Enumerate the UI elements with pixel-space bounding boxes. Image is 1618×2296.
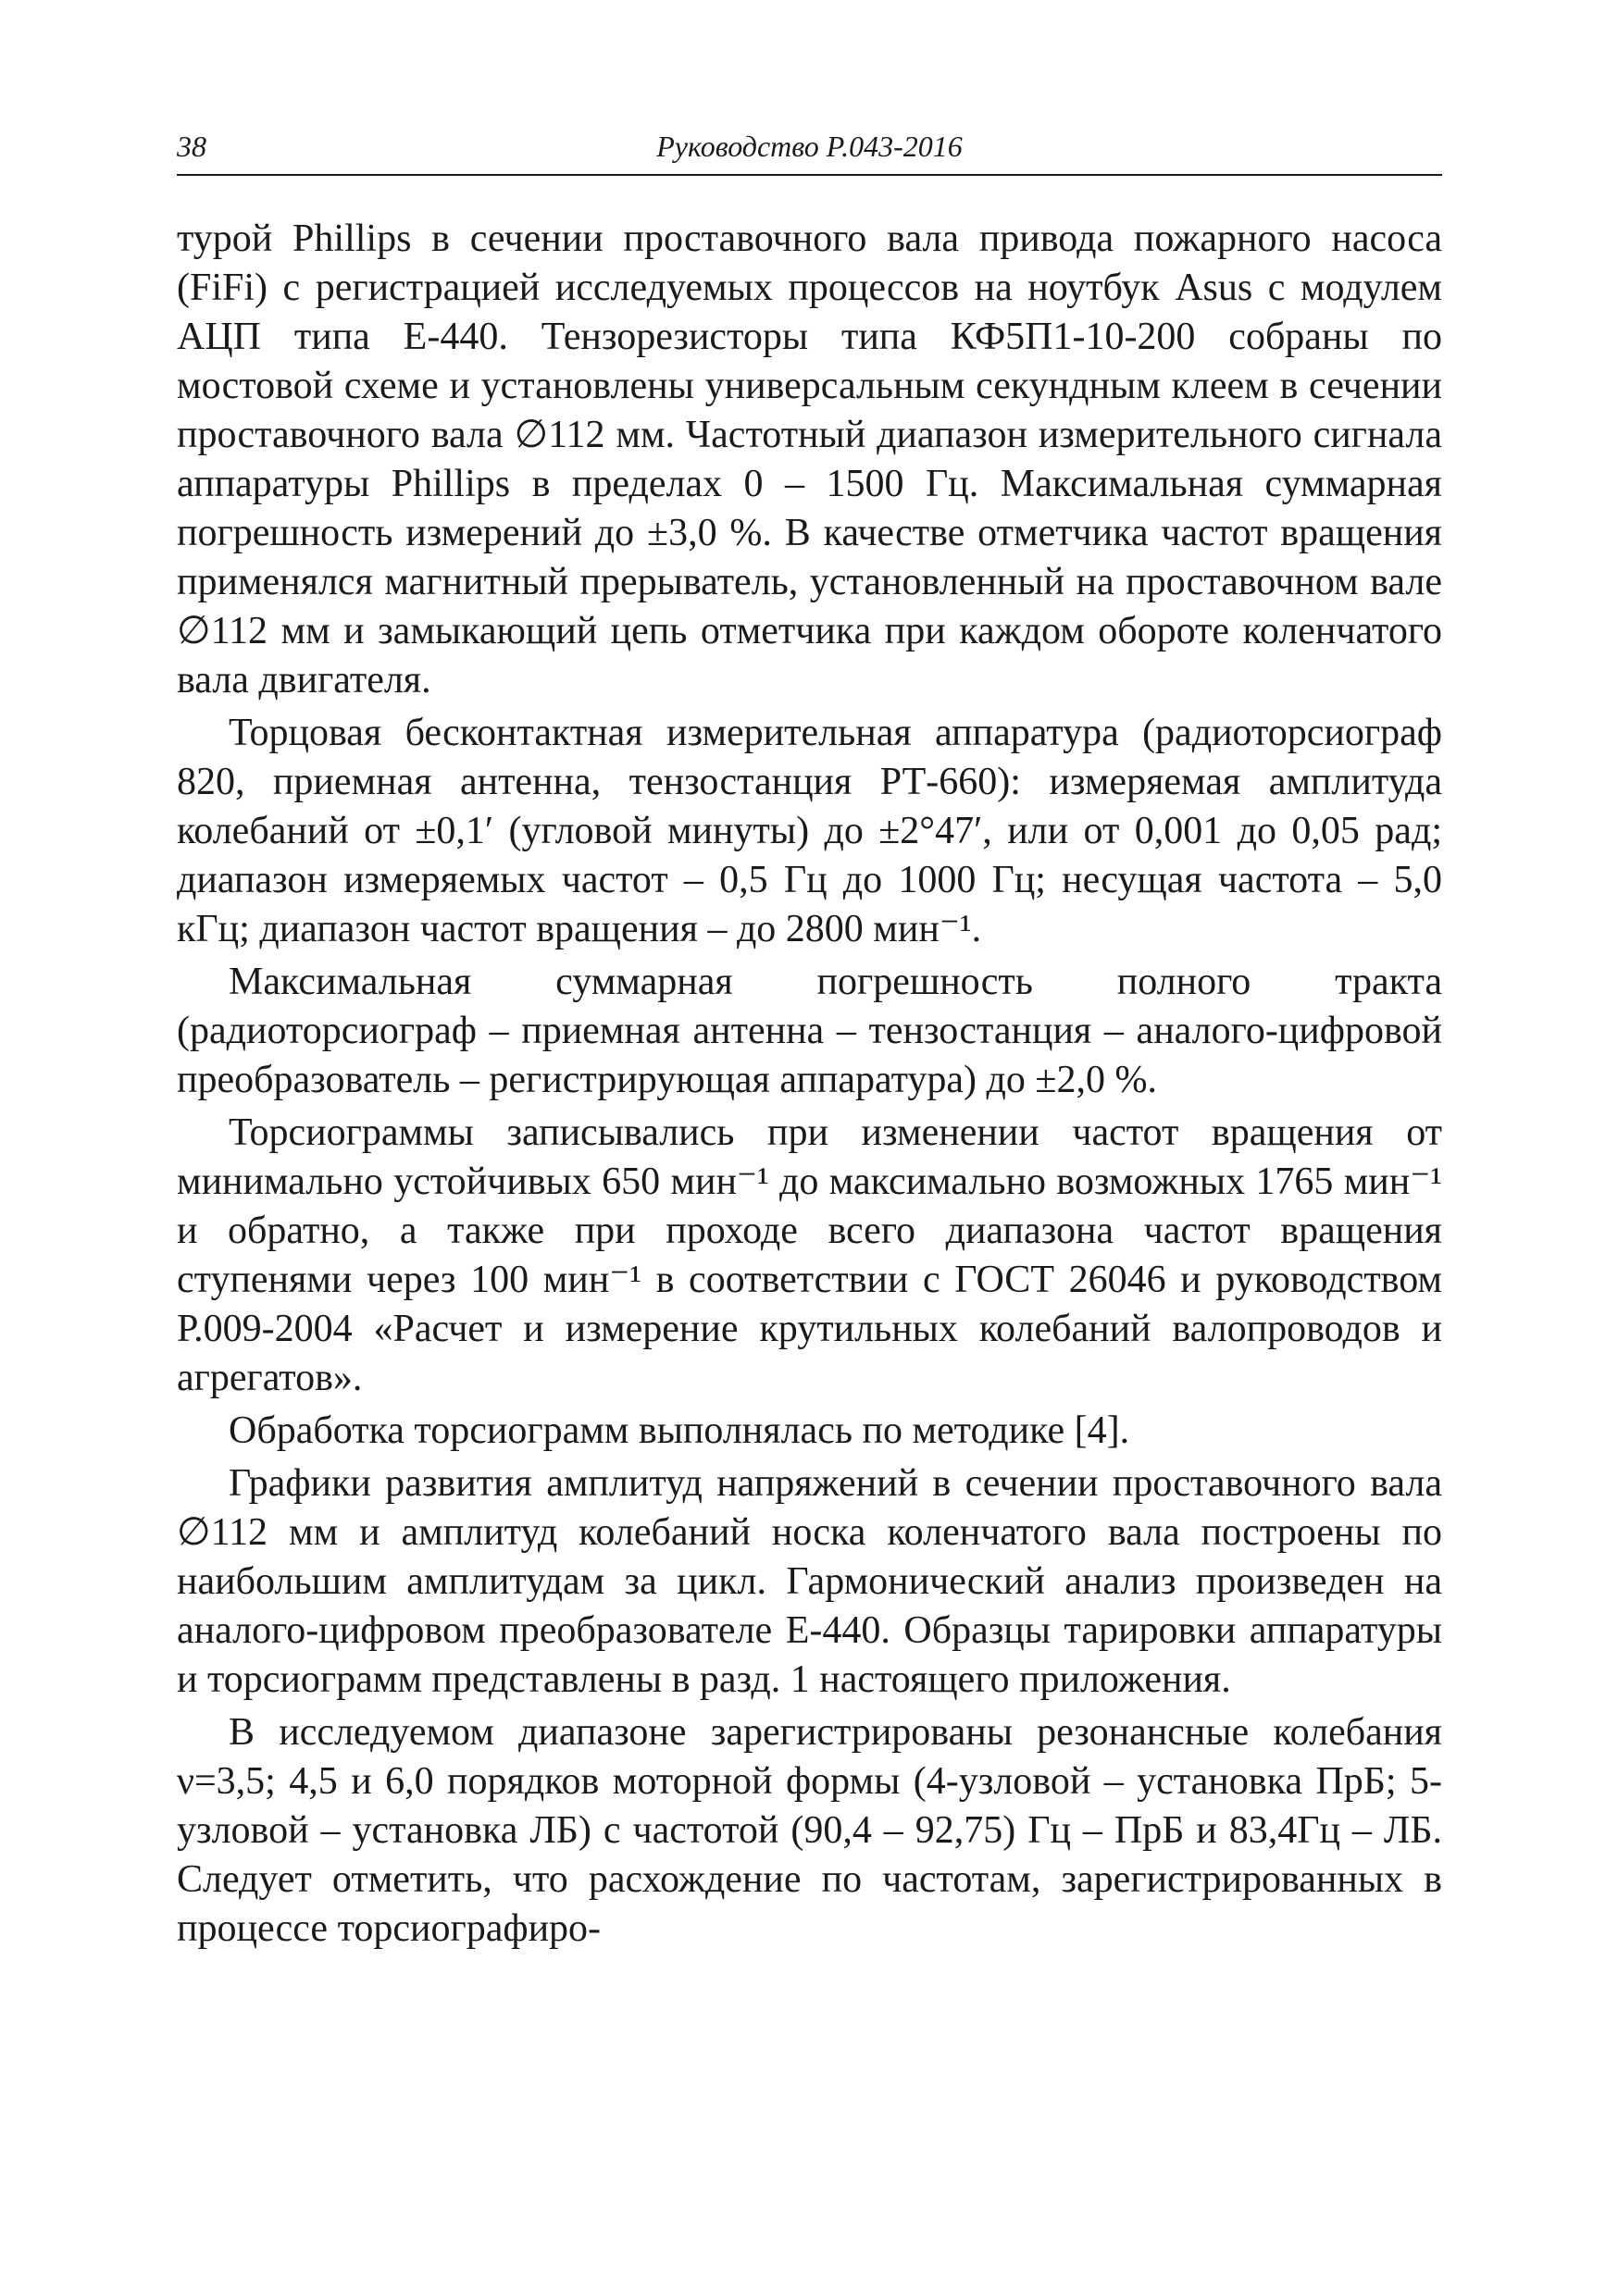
page-number: 38	[177, 130, 206, 163]
paragraph: Графики развития амплитуд напряжений в сечении проставочного вала ∅112 мм и амплитуд колебаний носка коленчатого вала построены по наибольшим амплитудам за цикл. Гармонический анализ произведен на аналого-цифровом преобразователе Е-440. Образцы тарировки аппаратуры и торсиограмм представлены в разд. 1 настоящего приложения.	[177, 1462, 1442, 1701]
paragraph: Максимальная суммарная погрешность полного тракта (радиоторсиограф – приемная антенна – тензостанция – аналого-цифровой преобразователь – регистрирующая аппаратура) до ±2,0 %.	[177, 961, 1442, 1101]
paragraph: Торцовая бесконтактная измерительная аппаратура (радиоторсиограф 820, приемная антенна, тензостанция РТ-660): измеряемая амплитуда колебаний от ±0,1ʹ (угловой минуты) до ±2°47ʹ, или от 0,001 до 0,05 рад; диапазон измеряемых частот – 0,5 Гц до 1000 Гц; несущая частота – 5,0 кГц; диапазон частот вращения – до 2800 мин⁻¹.	[177, 712, 1442, 950]
paragraph: Обработка торсиограмм выполнялась по методике [4].	[229, 1409, 1130, 1452]
paragraph: турой Phillips в сечении проставочного вала привода пожарного насоса (FiFi) с регистрацией исследуемых процессов на ноутбук Asus с модулем АЦП типа Е-440. Тензорезисторы типа КФ5П1-10-200 собраны по мостовой схеме и установлены универсальным секундным клеем в сечении проставочного вала ∅112 мм. Частотный диапазон измерительного сигнала аппаратуры Phillips в пределах 0 – 1500 Гц. Максимальная суммарная погрешность измерений до ±3,0 %. В качестве отметчика частот вращения применялся магнитный прерыватель, установленный на проставочном вале ∅112 мм и замыкающий цепь отметчика при каждом обороте коленчатого вала двигателя.	[177, 217, 1442, 701]
running-header	[177, 128, 1442, 176]
header-title: Руководство Р.043-2016	[656, 130, 963, 163]
paragraph: В исследуемом диапазоне зарегистрированы резонансные колебания ν=3,5; 4,5 и 6,0 порядков моторной формы (4-узловой – установка ПрБ; 5-узловой – установка ЛБ) с частотой (90,4 – 92,75) Гц – ПрБ и 83,4Гц – ЛБ. Следует отметить, что расхождение по частотам, зарегистрированных в процессе торсиографиро-	[177, 1711, 1442, 1950]
body-text	[177, 215, 1442, 1957]
paragraph: Торсиограммы записывались при изменении частот вращения от минимально устойчивых 650 мин⁻¹ до максимально возможных 1765 мин⁻¹ и обратно, а также при проходе всего диапазона частот вращения ступенями через 100 мин⁻¹ в соответствии с ГОСТ 26046 и руководством Р.009-2004 «Расчет и измерение крутильных колебаний валопроводов и агрегатов».	[177, 1111, 1442, 1399]
